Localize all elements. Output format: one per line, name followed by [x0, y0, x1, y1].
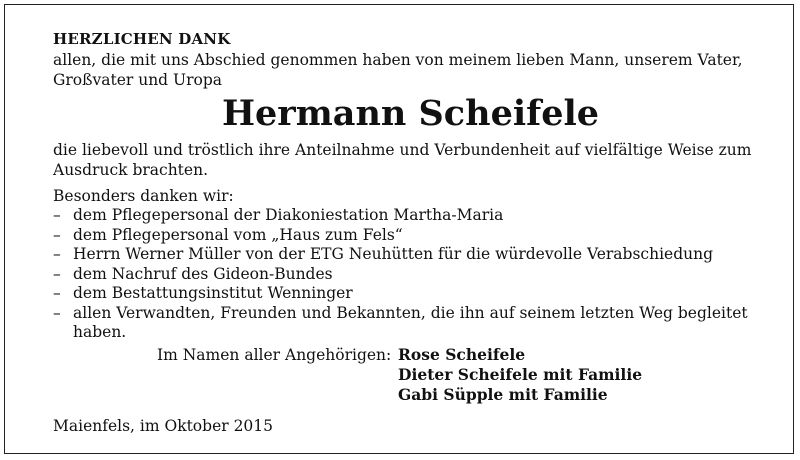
notice-heading: HERZLICHEN DANK	[53, 30, 231, 48]
list-dash: –	[53, 303, 61, 322]
list-dash: –	[53, 245, 61, 263]
thanks-text: die liebevoll und tröstlich ihre Anteilnahme und Verbundenheit auf vielfältige Weise zum Ausdruck brachten.	[53, 141, 752, 179]
list-item-text: dem Bestattungsinstitut Wenninger	[73, 284, 353, 302]
list-item	[53, 284, 768, 304]
intro-text: allen, die mit uns Abschied genommen haben von meinem lieben Mann, unserem Vater, Großvater und Uropa	[53, 51, 743, 89]
list-item	[53, 304, 768, 343]
list-item	[53, 226, 768, 246]
list-item	[53, 206, 768, 226]
signatories	[398, 345, 642, 405]
list-item-text: allen Verwandten, Freunden und Bekannten, die ihn auf seinem letzten Weg begleitet haben.	[73, 303, 748, 341]
deceased-name: Hermann Scheifele	[221, 93, 600, 134]
list-item-text: dem Pflegepersonal vom „Haus zum Fels“	[73, 225, 403, 244]
signature-label: Im Namen aller Angehörigen:	[157, 345, 392, 364]
list-dash: –	[53, 206, 61, 224]
list-item-text: dem Nachruf des Gideon-Bundes	[73, 264, 333, 283]
signature-block	[53, 345, 768, 405]
list-item	[53, 265, 768, 285]
list-item	[53, 245, 768, 265]
notice-frame	[4, 4, 794, 454]
notice-content	[53, 29, 768, 435]
list-dash: –	[53, 284, 61, 302]
list-item-text: dem Pflegepersonal der Diakoniestation Martha-Maria	[73, 206, 504, 224]
signatory-name: Rose Scheifele	[398, 344, 526, 364]
signatory-name: Gabi Süpple mit Familie	[398, 384, 608, 404]
list-dash: –	[53, 225, 61, 244]
signatory-name: Dieter Scheifele mit Familie	[398, 364, 643, 384]
special-thanks-label: Besonders danken wir:	[53, 187, 234, 205]
list-item-text: Herrn Werner Müller von der ETG Neuhütten für die würdevolle Verabschiedung	[73, 245, 714, 263]
place-date: Maienfels, im Oktober 2015	[53, 417, 274, 435]
thanks-list	[53, 206, 768, 343]
list-dash: –	[53, 264, 61, 283]
